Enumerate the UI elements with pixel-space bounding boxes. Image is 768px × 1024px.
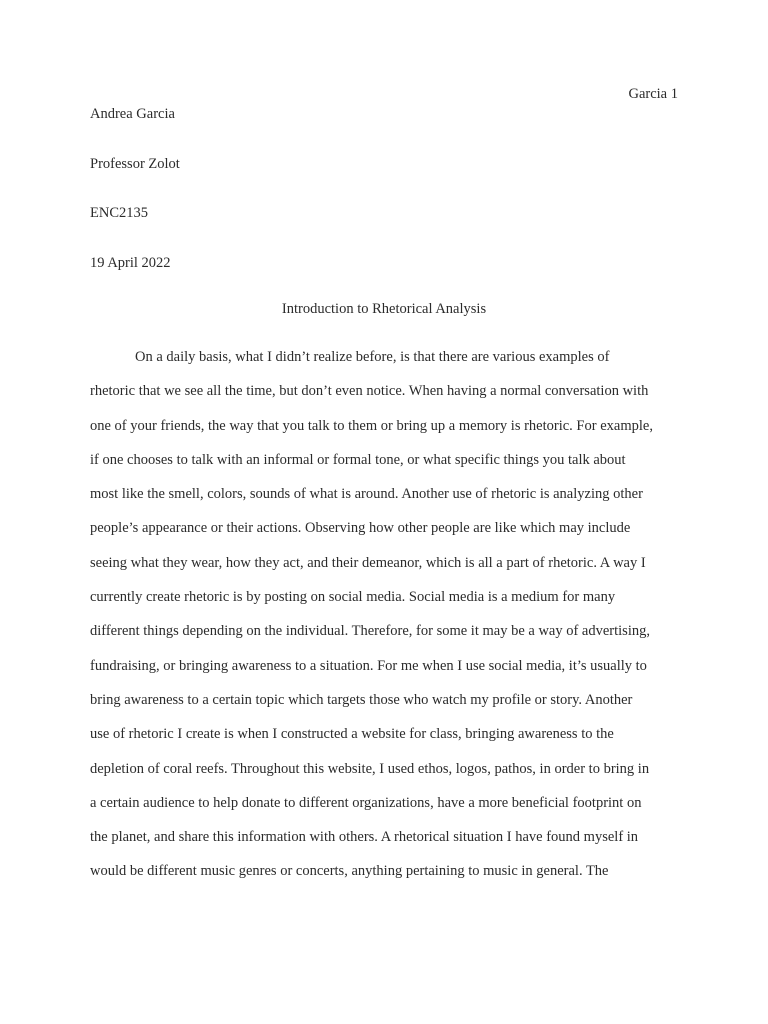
body-line: people’s appearance or their actions. Observing how other people are like which may include xyxy=(90,520,631,537)
body-line: use of rhetoric I create is when I constructed a website for class, bringing awareness to the xyxy=(90,726,614,743)
body-line: a certain audience to help donate to different organizations, have a more beneficial footprint on xyxy=(90,794,642,811)
student-name: Andrea Garcia xyxy=(90,106,175,122)
body-line: depletion of coral reefs. Throughout this website, I used ethos, logos, pathos, in order to bring in xyxy=(90,760,650,777)
body-line: bring awareness to a certain topic which targets those who watch my profile or story. Another xyxy=(90,691,633,708)
body-line: most like the smell, colors, sounds of what is around. Another use of rhetoric is analyzing other xyxy=(90,486,643,503)
body-line: fundraising, or bringing awareness to a situation. For me when I use social media, it’s usually to xyxy=(90,657,647,674)
body-line: rhetoric that we see all the time, but don’t even notice. When having a normal conversation with xyxy=(90,383,649,400)
mla-heading xyxy=(90,104,680,302)
body-line: currently create rhetoric is by posting on social media. Social media is a medium for many xyxy=(90,589,616,606)
body-line: if one chooses to talk with an informal or formal tone, or what specific things you talk about xyxy=(90,451,626,468)
body-line: seeing what they wear, how they act, and their demeanor, which is all a part of rhetoric. A way I xyxy=(90,554,646,571)
body-line: On a daily basis, what I didn’t realize before, is that there are various examples of xyxy=(135,349,610,365)
running-head: Garcia 1 xyxy=(628,86,678,102)
body-line: one of your friends, the way that you talk to them or bring up a memory is rhetoric. For example, xyxy=(90,417,653,434)
essay-title: Introduction to Rhetorical Analysis xyxy=(281,301,487,317)
body-line: the planet, and share this information with others. A rhetorical situation I have found myself in xyxy=(90,829,639,846)
date: 19 April 2022 xyxy=(90,254,171,271)
course-code: ENC2135 xyxy=(90,205,148,221)
body-line: different things depending on the individual. Therefore, for some it may be a way of advertising, xyxy=(90,623,650,640)
essay-body xyxy=(90,347,680,896)
body-line: would be different music genres or concerts, anything pertaining to music in general. The xyxy=(90,863,609,880)
professor-name: Professor Zolot xyxy=(90,155,180,172)
